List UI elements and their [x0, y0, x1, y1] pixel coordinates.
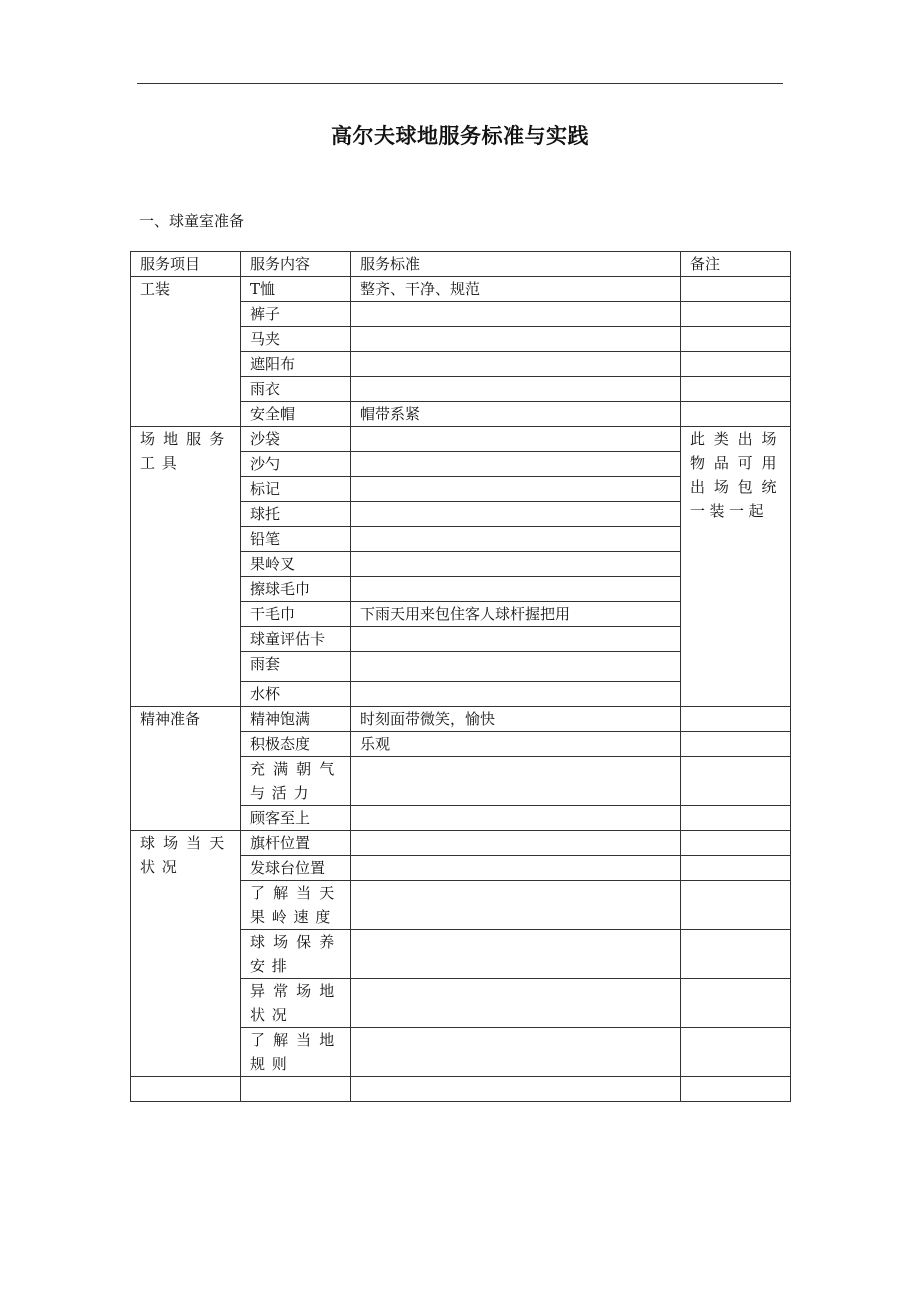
note-cell	[681, 856, 791, 881]
note-cell	[681, 757, 791, 806]
service-content-cell: 安全帽	[241, 402, 351, 427]
service-content-cell: 沙勺	[241, 452, 351, 477]
service-content-cell: 水杯	[241, 682, 351, 707]
service-content-cell: 马夹	[241, 327, 351, 352]
service-standard-cell	[351, 502, 681, 527]
service-standard-cell	[351, 652, 681, 682]
table-row-empty	[131, 1077, 791, 1102]
table-row	[131, 831, 791, 856]
service-standard-cell	[351, 452, 681, 477]
service-content-cell: 发球台位置	[241, 856, 351, 881]
service-standard-cell: 整齐、干净、规范	[351, 277, 681, 302]
service-standard-cell	[351, 979, 681, 1028]
service-item-cell: 工装	[131, 277, 241, 427]
service-standard-cell	[351, 327, 681, 352]
service-item-cell: 球场当天状况	[131, 831, 241, 1077]
service-content-cell: 沙袋	[241, 427, 351, 452]
service-content-cell: 球场保养安排	[241, 930, 351, 979]
service-standard-cell	[351, 527, 681, 552]
service-content-cell: 球托	[241, 502, 351, 527]
service-content-cell: 果岭叉	[241, 552, 351, 577]
note-cell	[681, 327, 791, 352]
table-row	[131, 427, 791, 452]
service-content-cell: 旗杆位置	[241, 831, 351, 856]
note-cell	[681, 277, 791, 302]
service-standard-cell	[351, 377, 681, 402]
service-standard-cell	[351, 1028, 681, 1077]
service-standard-cell	[351, 577, 681, 602]
service-content-cell: 遮阳布	[241, 352, 351, 377]
service-standard-cell: 帽带系紧	[351, 402, 681, 427]
service-standard-cell	[351, 552, 681, 577]
note-cell	[681, 831, 791, 856]
service-standard-cell	[351, 806, 681, 831]
service-content-cell: 铅笔	[241, 527, 351, 552]
note-cell	[681, 352, 791, 377]
note-cell	[681, 930, 791, 979]
note-cell	[681, 707, 791, 732]
table-row	[131, 277, 791, 302]
document-title: 高尔夫球地服务标准与实践	[331, 123, 589, 148]
note-cell	[681, 881, 791, 930]
table-row	[131, 707, 791, 732]
note-cell	[681, 402, 791, 427]
service-standard-cell	[351, 757, 681, 806]
service-standard-cell	[351, 627, 681, 652]
service-content-cell: 充满朝气与活力	[241, 757, 351, 806]
service-item-cell: 精神准备	[131, 707, 241, 831]
empty-cell	[351, 1077, 681, 1102]
note-cell	[681, 979, 791, 1028]
column-header: 服务项目	[131, 252, 241, 277]
service-content-cell: 精神饱满	[241, 707, 351, 732]
empty-cell	[241, 1077, 351, 1102]
service-content-cell: 异常场地状况	[241, 979, 351, 1028]
service-standard-cell	[351, 302, 681, 327]
service-content-cell: T恤	[241, 277, 351, 302]
service-standards-table	[130, 251, 791, 1102]
service-content-cell: 顾客至上	[241, 806, 351, 831]
empty-cell	[681, 1077, 791, 1102]
service-standard-cell	[351, 831, 681, 856]
section-heading: 一、球童室准备	[139, 212, 245, 230]
header-rule	[137, 83, 783, 84]
service-standard-cell: 时刻面带微笑，愉快	[351, 707, 681, 732]
service-content-cell: 球童评估卡	[241, 627, 351, 652]
service-standard-cell	[351, 856, 681, 881]
service-content-cell: 标记	[241, 477, 351, 502]
note-cell	[681, 377, 791, 402]
column-header: 服务内容	[241, 252, 351, 277]
service-content-cell: 擦球毛巾	[241, 577, 351, 602]
service-standard-cell	[351, 427, 681, 452]
service-content-cell: 了解当天果岭速度	[241, 881, 351, 930]
service-standard-cell: 下雨天用来包住客人球杆握把用	[351, 602, 681, 627]
note-cell	[681, 302, 791, 327]
note-cell: 此类出场物品可用出场包统一装一起	[681, 427, 791, 707]
service-content-cell: 积极态度	[241, 732, 351, 757]
note-cell	[681, 732, 791, 757]
service-content-cell: 干毛巾	[241, 602, 351, 627]
service-standard-cell	[351, 477, 681, 502]
service-standard-cell: 乐观	[351, 732, 681, 757]
note-cell	[681, 806, 791, 831]
service-standard-cell	[351, 930, 681, 979]
service-content-cell: 裤子	[241, 302, 351, 327]
note-cell	[681, 1028, 791, 1077]
service-content-cell: 雨衣	[241, 377, 351, 402]
service-item-cell: 场地服务工具	[131, 427, 241, 707]
table-header-row	[131, 252, 791, 277]
column-header: 备注	[681, 252, 791, 277]
service-content-cell: 雨套	[241, 652, 351, 682]
service-standard-cell	[351, 881, 681, 930]
service-standard-cell	[351, 682, 681, 707]
column-header: 服务标准	[351, 252, 681, 277]
service-standard-cell	[351, 352, 681, 377]
service-content-cell: 了解当地规则	[241, 1028, 351, 1077]
empty-cell	[131, 1077, 241, 1102]
